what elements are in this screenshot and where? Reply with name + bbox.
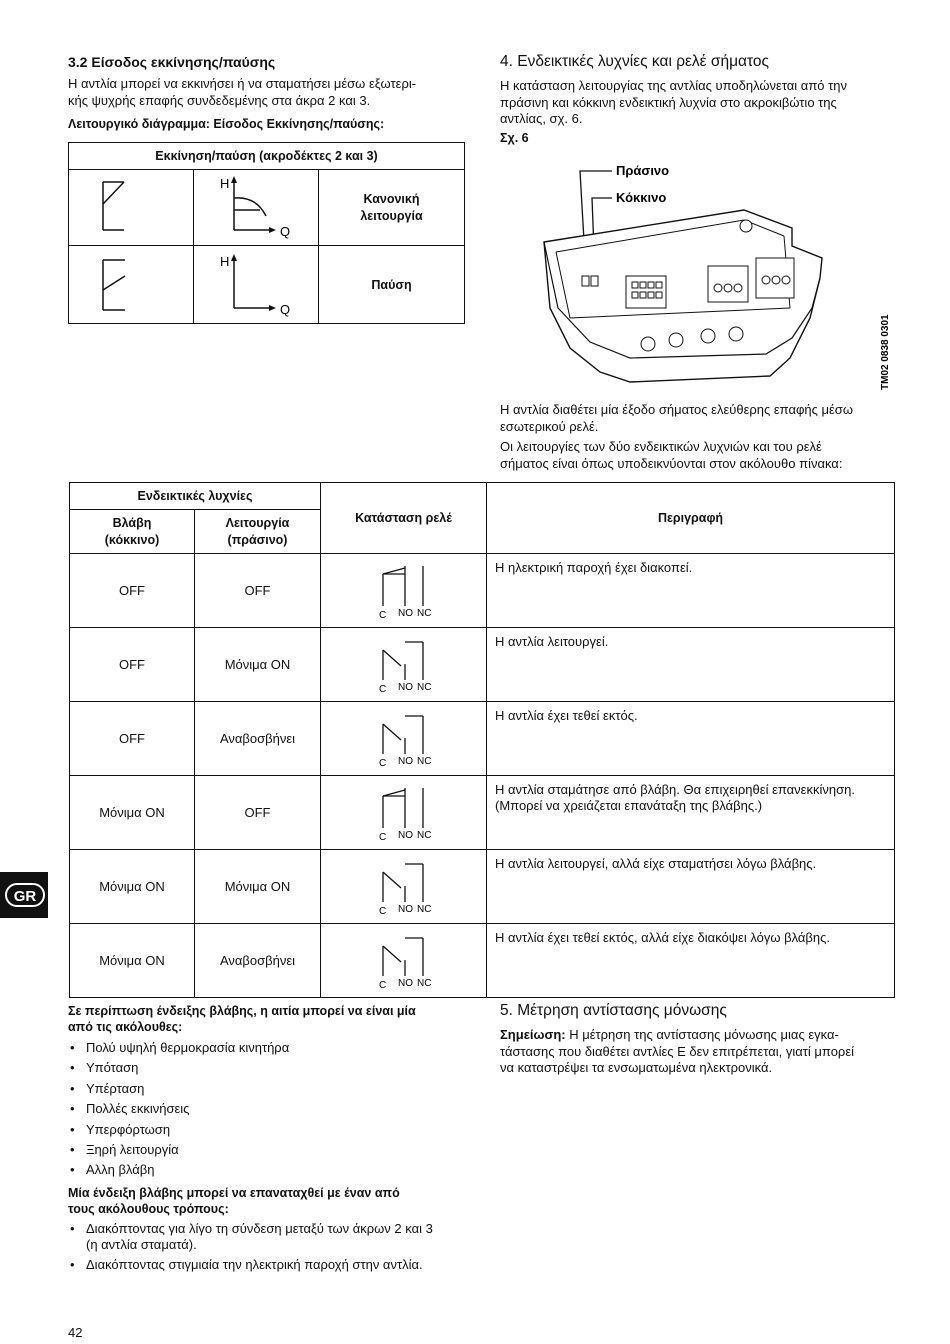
relay-no: NO <box>398 978 413 989</box>
description-text: Η αντλία λειτουργεί, αλλά είχε σταματήσει λόγω βλάβης. <box>495 856 817 871</box>
list-item-line: (η αντλία σταματά). <box>86 1237 197 1252</box>
lamp-relay-table <box>69 482 895 998</box>
header-fault <box>70 510 195 554</box>
description-text: Η ηλεκτρική παροχή έχει διακοπεί. <box>495 560 693 575</box>
figure-code: TM02 0838 0301 <box>880 314 891 390</box>
fault-cell: OFF <box>70 702 195 776</box>
start-stop-table <box>68 142 465 324</box>
description-cell <box>487 702 895 776</box>
table-row <box>70 628 895 702</box>
fault-causes-list <box>68 1040 468 1183</box>
intro-line: Σε περίπτωση ένδειξης βλάβης, η αιτία μπορεί να είναι μία <box>68 1004 416 1018</box>
list-item-line: • Διακόπτοντας στιγμιαία την ηλεκτρική παροχή στην αντλία. <box>86 1257 423 1273</box>
body-line: αντλίας, σχ. 6. <box>500 111 583 126</box>
description-text: Η αντλία έχει τεθεί εκτός, αλλά είχε διακόψει λόγω βλάβης. <box>495 930 830 945</box>
description-text: Η αντλία έχει τεθεί εκτός. <box>495 708 638 723</box>
row-label: Κανονική <box>363 191 420 206</box>
relay-cell <box>321 924 487 998</box>
operation-cell: Μόνιμα ON <box>195 850 321 924</box>
start-stop-table-header: Εκκίνηση/παύση (ακροδέκτες 2 και 3) <box>69 143 465 170</box>
list-item: • Ξηρή λειτουργία <box>68 1142 468 1158</box>
relay-nc: NC <box>417 904 432 915</box>
section-5-title: 5. Μέτρηση αντίστασης μόνωσης <box>500 1002 727 1019</box>
switch-closed-symbol <box>69 170 193 242</box>
description-cell <box>487 554 895 628</box>
note-label: Σημείωση: <box>500 1027 566 1042</box>
intro-line: Μία ένδειξη βλάβης μπορεί να επαναταχθεί με έναν από <box>68 1186 400 1200</box>
body-line: Η αντλία διαθέτει μία έξοδο σήματος ελεύθερης επαφής μέσω <box>500 402 853 417</box>
table-row <box>70 776 895 850</box>
relay-symbol-active <box>321 702 486 772</box>
reset-methods-list <box>68 1221 478 1278</box>
header-line: Λειτουργία <box>225 515 290 530</box>
relay-nc: NC <box>417 608 432 619</box>
relay-no: NO <box>398 904 413 915</box>
switch-open-symbol <box>69 246 193 320</box>
relay-no: NO <box>398 608 413 619</box>
body-line: κής ψυχρής επαφής συνδεδεμένης στα άκρα 2 και 3. <box>68 92 371 108</box>
table-row <box>70 702 895 776</box>
header-operation <box>195 510 321 554</box>
relay-c: C <box>379 906 387 917</box>
list-item: • Πολλές εκκινήσεις <box>68 1101 468 1117</box>
axis-q-label: Q <box>280 224 291 239</box>
table-row <box>70 554 895 628</box>
switch-closed-cell <box>69 170 194 246</box>
hq-curve-stop <box>194 246 318 320</box>
description-cell <box>487 776 895 850</box>
language-tab-label: GR <box>5 883 45 907</box>
operation-cell: Αναβοσβήνει <box>195 924 321 998</box>
description-cell <box>487 628 895 702</box>
relay-symbol-rest <box>321 776 486 846</box>
section-4-p2 <box>500 402 853 435</box>
diagram-label: Λειτουργικό διάγραμμα: Είσοδος Εκκίνησης/παύσης: <box>68 117 385 131</box>
section-4-body <box>500 78 847 128</box>
axis-h-label: H <box>220 176 230 191</box>
relay-nc: NC <box>417 682 432 693</box>
header-line: (πράσινο) <box>227 532 288 547</box>
list-item <box>68 1221 478 1253</box>
fault-cell: OFF <box>70 554 195 628</box>
relay-cell <box>321 554 487 628</box>
page-number: 42 <box>68 1325 83 1340</box>
operation-cell: Αναβοσβήνει <box>195 702 321 776</box>
header-line: Βλάβη <box>112 515 152 530</box>
intro-line: από τις ακόλουθες: <box>68 1020 183 1034</box>
relay-cell <box>321 776 487 850</box>
relay-cell <box>321 628 487 702</box>
header-relay: Κατάσταση ρελέ <box>321 483 487 554</box>
description-text: Η αντλία σταμάτησε από βλάβη. Θα επιχειρηθεί επανεκκίνηση. <box>495 782 855 797</box>
curve-normal-cell <box>194 170 319 246</box>
intro-line: τους ακόλουθους τρόπους: <box>68 1202 229 1216</box>
hq-curve-normal <box>194 170 318 242</box>
fault-cell: Μόνιμα ON <box>70 776 195 850</box>
terminal-box-figure <box>530 158 891 398</box>
row-label: Παύση <box>371 277 412 292</box>
relay-c: C <box>379 832 387 843</box>
list-item <box>68 1257 478 1273</box>
list-item: • Υπόταση <box>68 1060 468 1076</box>
note-line: να καταστρέψει τα ενσωματωμένα ηλεκτρονικά. <box>500 1060 773 1075</box>
relay-symbol-active <box>321 628 486 698</box>
relay-nc: NC <box>417 756 432 767</box>
header-description: Περιγραφή <box>487 483 895 554</box>
section-4-title: 4. Ενδεικτικές λυχνίες και ρελέ σήματος <box>500 53 769 70</box>
switch-open-cell <box>69 246 194 324</box>
section-3-2-title: 3.2 Είσοδος εκκίνησης/παύσης <box>68 54 276 70</box>
body-line: σήματος είναι όπως υποδεικνύονται στον ακόλουθο πίνακα: <box>500 455 843 471</box>
header-line: (κόκκινο) <box>104 532 160 547</box>
relay-cell <box>321 850 487 924</box>
note-line: τάστασης που διαθέτει αντλίες E δεν επιτρέπεται, γιατί μπορεί <box>500 1043 855 1059</box>
relay-c: C <box>379 758 387 769</box>
header-lamps: Ενδεικτικές λυχνίες <box>70 483 321 510</box>
body-line: Οι λειτουργίες των δύο ενδεικτικών λυχνιών και του ρελέ <box>500 439 822 454</box>
relay-cell <box>321 702 487 776</box>
list-item-line: • Διακόπτοντας για λίγο τη σύνδεση μεταξύ των άκρων 2 και 3 <box>86 1221 433 1236</box>
relay-no: NO <box>398 756 413 767</box>
faults-intro <box>68 1003 416 1035</box>
list-item: • Υπέρταση <box>68 1081 468 1097</box>
relay-c: C <box>379 980 387 991</box>
description-cell <box>487 924 895 998</box>
language-tab <box>0 872 48 918</box>
relay-nc: NC <box>417 830 432 841</box>
body-line: Η αντλία μπορεί να εκκινήσει ή να σταματήσει μέσω εξωτερι- <box>68 76 417 91</box>
relay-c: C <box>379 610 387 621</box>
relay-symbol-active <box>321 924 486 994</box>
section-5-note <box>500 1027 854 1077</box>
operation-cell: OFF <box>195 554 321 628</box>
fault-cell: Μόνιμα ON <box>70 924 195 998</box>
section-3-2-body <box>68 76 416 109</box>
fig-6-label: Σχ. 6 <box>500 131 529 145</box>
relay-no: NO <box>398 830 413 841</box>
row-label: λειτουργία <box>360 208 423 223</box>
body-line: εσωτερικού ρελέ. <box>500 418 599 434</box>
description-text: Η αντλία λειτουργεί. <box>495 634 609 649</box>
description-text: (Μπορεί να χρειάζεται επανάταξη της βλάβης.) <box>495 798 763 813</box>
body-line: πράσινη και κόκκινη ενδεικτική λυχνία στο ακροκιβώτιο της <box>500 94 837 110</box>
section-4-p3 <box>500 439 842 472</box>
operation-cell: Μόνιμα ON <box>195 628 321 702</box>
relay-nc: NC <box>417 978 432 989</box>
relay-symbol-active <box>321 850 486 920</box>
fault-cell: OFF <box>70 628 195 702</box>
operation-cell: OFF <box>195 776 321 850</box>
stop-label <box>319 246 465 324</box>
list-item: • Πολύ υψηλή θερμοκρασία κινητήρα <box>68 1040 468 1056</box>
reset-intro <box>68 1185 400 1217</box>
curve-stop-cell <box>194 246 319 324</box>
fault-cell: Μόνιμα ON <box>70 850 195 924</box>
body-line: Η κατάσταση λειτουργίας της αντλίας υποδηλώνεται από την <box>500 78 848 93</box>
description-cell <box>487 850 895 924</box>
axis-h-label: H <box>220 254 230 269</box>
relay-no: NO <box>398 682 413 693</box>
normal-operation-label <box>319 170 465 246</box>
table-row <box>70 924 895 998</box>
table-row <box>70 850 895 924</box>
relay-c: C <box>379 684 387 695</box>
relay-symbol-rest <box>321 554 486 624</box>
green-label: Πράσινο <box>616 163 670 178</box>
note-text: Η μέτρηση της αντίστασης μόνωσης μιας εγκα- <box>565 1027 839 1042</box>
axis-q-label: Q <box>280 302 291 317</box>
red-label: Κόκκινο <box>616 190 667 205</box>
list-item: • Υπερφόρτωση <box>68 1122 468 1138</box>
list-item: • Αλλη βλάβη <box>68 1162 468 1178</box>
